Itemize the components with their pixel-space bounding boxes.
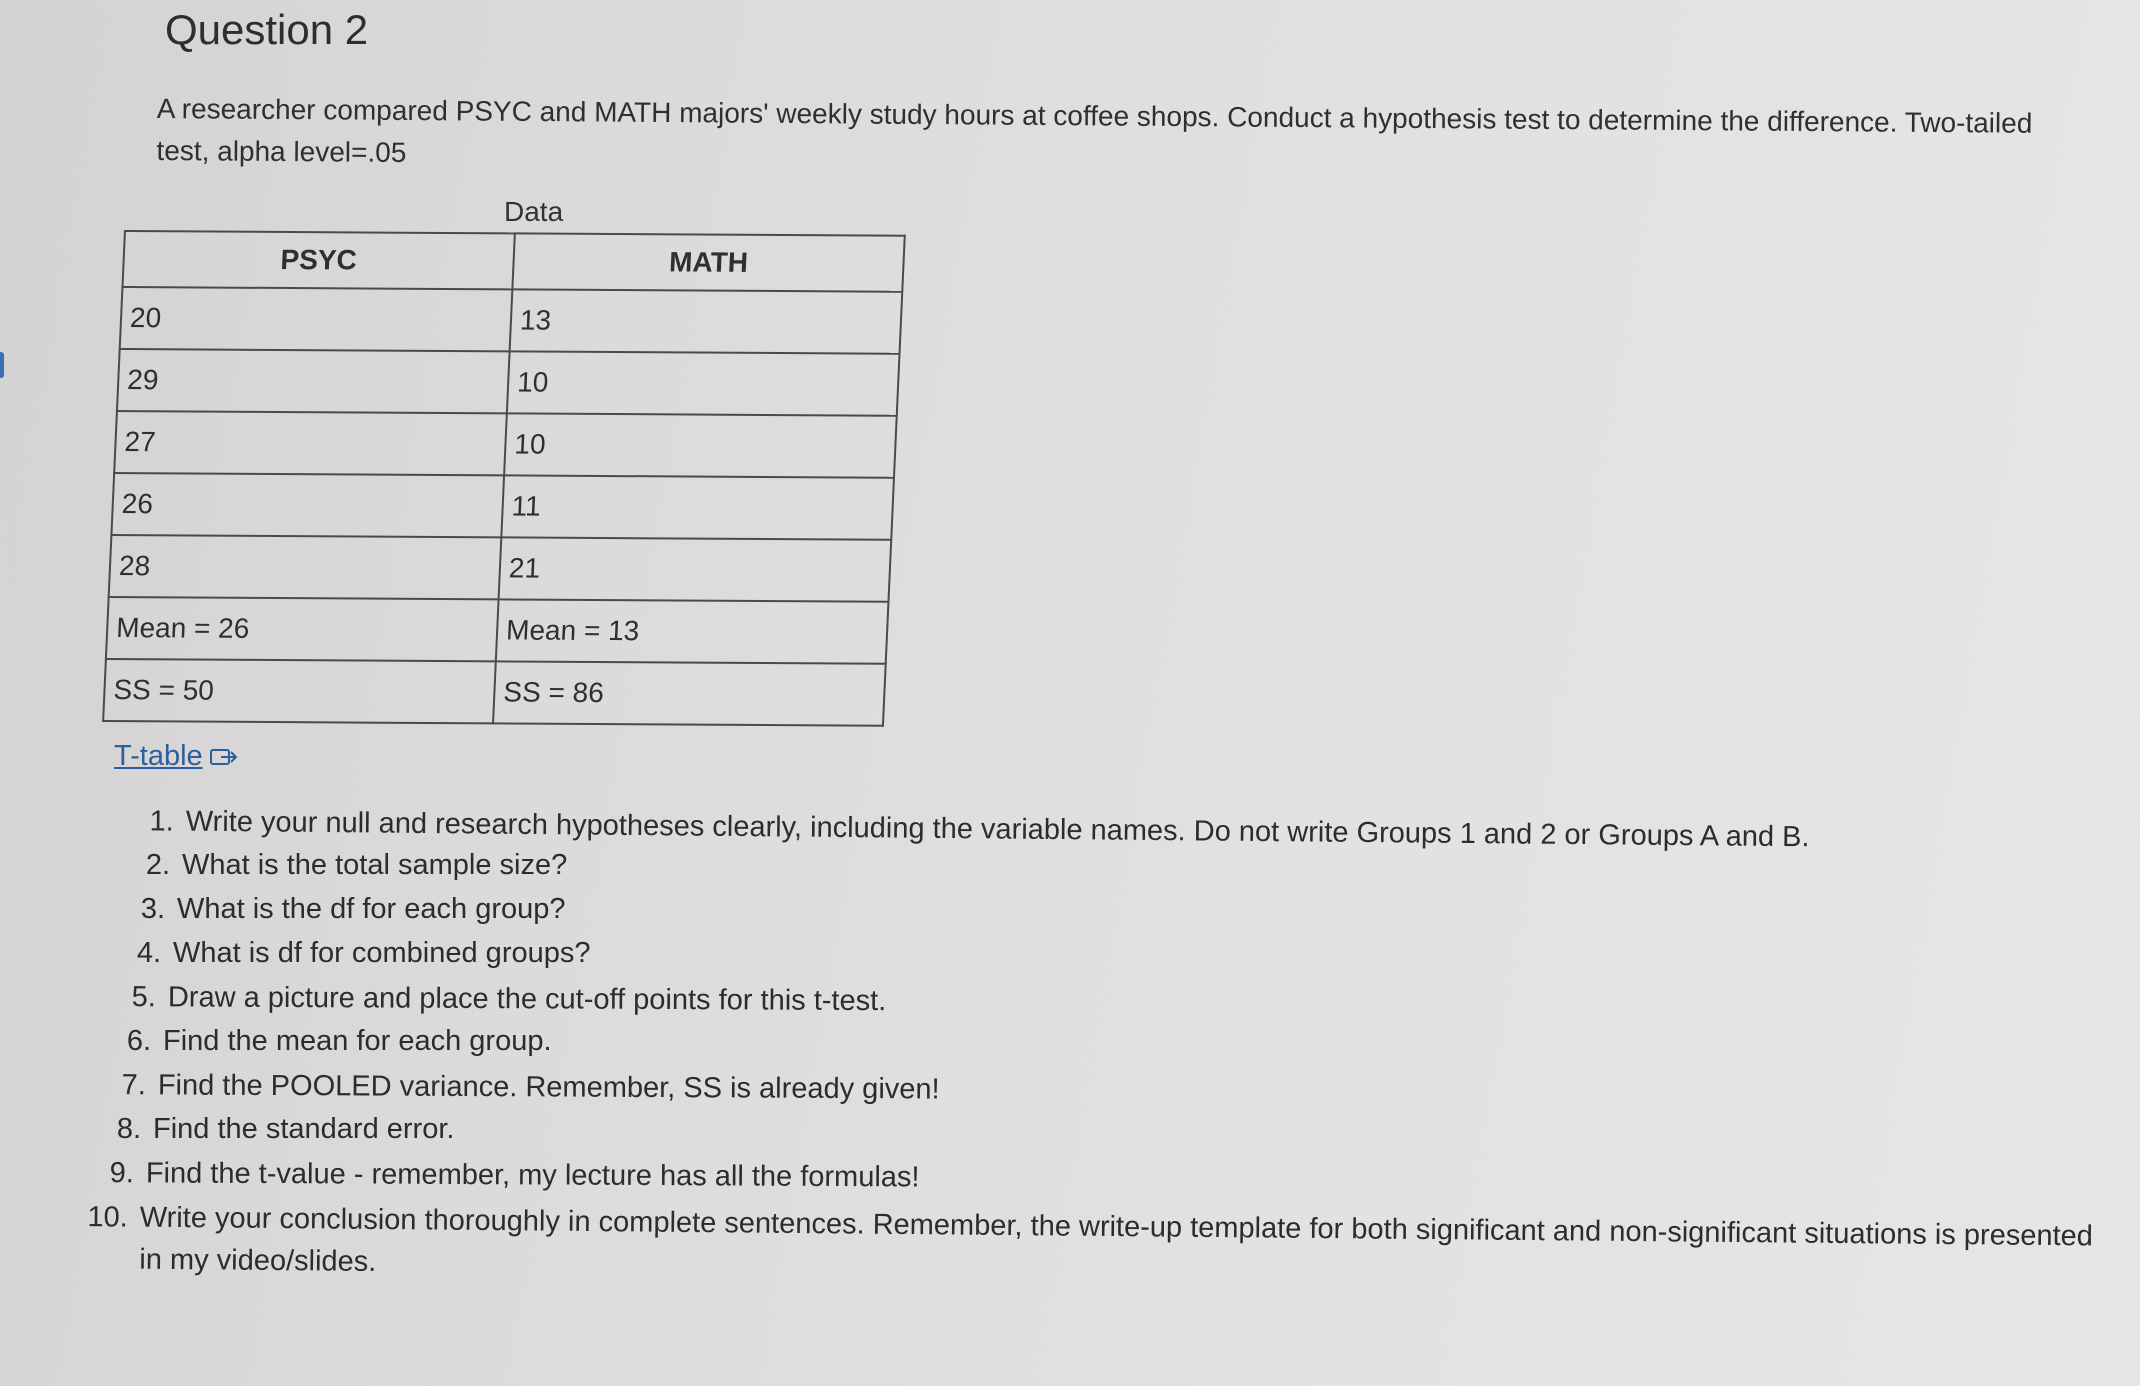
table-row-mean (106, 597, 889, 664)
table-row (117, 349, 900, 416)
list-item (76, 1152, 2136, 1205)
external-link-icon[interactable] (209, 745, 239, 769)
question-title: Question 2 (165, 6, 369, 53)
item-text: Write your conclusion thoroughly in complete sentences. Remember, the write-up template for both significant and non-significant situations is presented in my video/slides. (139, 1201, 2094, 1278)
table-row-ss (103, 659, 886, 726)
item-text: What is df for combined groups? (173, 937, 591, 969)
list-item (112, 844, 2140, 886)
list-item (93, 1020, 2140, 1062)
item-text: Draw a picture and place the cut-off points for this t-test. (167, 981, 887, 1018)
table-cell: 27 (114, 411, 507, 475)
item-number: 6. (126, 1025, 151, 1057)
mean-cell-math: Mean = 13 (496, 599, 889, 663)
list-item (107, 888, 2140, 930)
item-text: What is the df for each group? (177, 893, 566, 925)
column-header-psyc: PSYC (122, 231, 514, 289)
table-cell: 26 (111, 473, 504, 537)
table-header-row (122, 231, 904, 292)
item-text: Find the standard error. (153, 1113, 455, 1145)
table-cell: 10 (507, 351, 900, 415)
data-table (102, 230, 906, 727)
column-header-math: MATH (512, 233, 904, 291)
table-caption: Data (504, 196, 564, 227)
table-cell: 28 (109, 535, 502, 599)
item-number: 2. (145, 849, 170, 881)
item-number: 10. (87, 1201, 128, 1234)
item-number: 5. (131, 981, 156, 1014)
item-number: 1. (149, 805, 174, 838)
item-text: What is the total sample size? (182, 849, 568, 881)
question-prompt: A researcher compared PSYC and MATH majors' weekly study hours at coffee shops. Conduct a hypothesis test to determine the difference. Two-tailed test, alpha level=.05 (156, 92, 2033, 168)
t-table-link-label[interactable]: T-table (114, 740, 203, 772)
item-number: 7. (121, 1069, 146, 1102)
item-number: 8. (116, 1113, 141, 1145)
item-text: Find the t-value - remember, my lecture has all the formulas! (145, 1157, 920, 1194)
table-cell: 13 (510, 289, 903, 353)
item-number: 9. (109, 1157, 134, 1190)
mean-cell-psyc: Mean = 26 (106, 597, 499, 661)
item-text: Find the mean for each group. (163, 1025, 552, 1057)
list-item (69, 1196, 2120, 1300)
table-cell: 29 (117, 349, 510, 413)
table-cell: 10 (504, 413, 897, 477)
list-item (103, 932, 2140, 974)
item-number: 3. (140, 893, 165, 925)
table-cell: 11 (501, 475, 894, 539)
table-row (111, 473, 894, 540)
item-text: Find the POOLED variance. Remember, SS is already given! (157, 1069, 940, 1106)
question-list (60, 800, 2120, 1278)
ss-cell-psyc: SS = 50 (103, 659, 496, 723)
table-row (120, 287, 903, 354)
table-row (109, 535, 892, 602)
table-cell: 20 (120, 287, 513, 351)
table-cell: 21 (499, 537, 892, 601)
scroll-marker (0, 352, 4, 378)
t-table-link[interactable] (114, 740, 239, 773)
item-number: 4. (136, 937, 161, 969)
data-table-container (102, 230, 914, 727)
table-row (114, 411, 897, 478)
ss-cell-math: SS = 86 (493, 661, 886, 725)
item-text: Write your null and research hypotheses clearly, including the variable names. Do not write Groups 1 and 2 or Groups A and B. (185, 805, 1810, 854)
list-item (83, 1108, 2140, 1150)
